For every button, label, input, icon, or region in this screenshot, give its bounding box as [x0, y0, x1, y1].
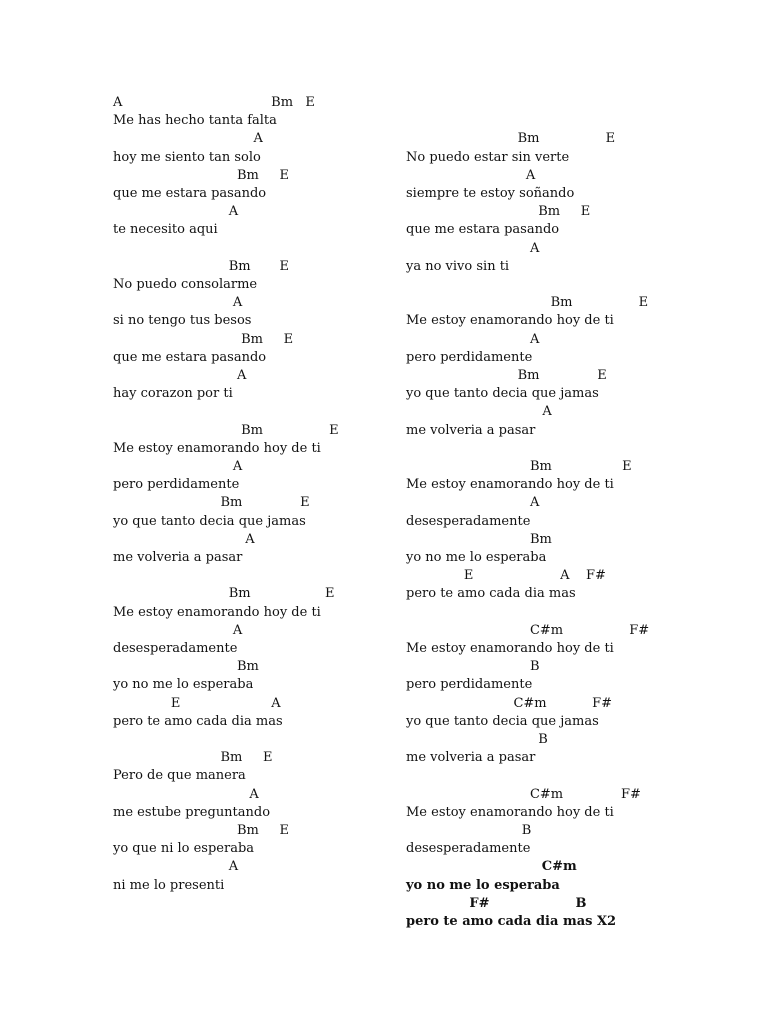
right-lyric-line: Me estoy enamorando hoy de ti	[406, 313, 614, 329]
left-lyric-line: No puedo consolarme	[113, 277, 258, 292]
right-chord-line: A	[406, 495, 540, 511]
left-chord-line: A	[113, 131, 263, 147]
left-chord-line: Bm E	[113, 422, 339, 438]
right-chord-line: Bm E	[406, 204, 591, 220]
right-lyric-line: Me estoy enamorando hoy de ti	[406, 477, 614, 493]
right-chord-line: E A F#	[406, 568, 606, 584]
right-lyric-line: pero perdidamente	[406, 349, 533, 365]
left-lyric-line: desesperadamente	[113, 641, 238, 656]
left-chord-line: A	[113, 622, 243, 638]
left-chord-line: A Bm E	[113, 95, 315, 110]
right-lyric-line: siempre te estoy soñando	[406, 186, 575, 201]
left-lyric-line: si no tengo tus besos	[113, 313, 252, 329]
right-chord-line: Bm	[406, 531, 552, 547]
left-chord-line: Bm E	[113, 750, 273, 766]
right-chord-line: F# B	[406, 895, 587, 911]
right-lyric-line: desesperadamente	[406, 841, 531, 857]
left-lyric-line: yo que ni lo esperaba	[113, 841, 255, 857]
right-lyric-line: me volveria a pasar	[406, 422, 536, 438]
right-chord-line: A	[406, 404, 552, 420]
left-chord-line: Bm E	[113, 823, 290, 838]
left-lyric-line: que me estara pasando	[113, 349, 267, 365]
left-lyric-line: pero perdidamente	[113, 477, 240, 493]
right-chord-line: B	[406, 732, 548, 747]
left-chord-line: A	[113, 368, 247, 383]
left-lyric-line: yo no me lo esperaba	[113, 677, 254, 693]
right-chord-line: A	[406, 331, 540, 347]
right-lyric-line: Me estoy enamorando hoy de ti	[406, 641, 614, 656]
left-chord-line: A	[113, 531, 255, 547]
left-lyric-line: ni me lo presenti	[113, 877, 225, 893]
left-chord-line: Bm E	[113, 331, 294, 347]
left-lyric-line: Me estoy enamorando hoy de ti	[113, 604, 321, 620]
right-chord-line: C#m	[406, 859, 577, 875]
left-chord-line: A	[113, 204, 239, 220]
right-chord-line: B	[406, 823, 532, 838]
left-lyric-line: hay corazon por ti	[113, 386, 233, 402]
right-chord-line: A	[406, 240, 540, 256]
right-chord-line: Bm E	[406, 368, 607, 383]
right-lyric-line: que me estara pasando	[406, 222, 560, 238]
left-chord-line: Bm E	[113, 495, 310, 511]
left-lyric-line: Me estoy enamorando hoy de ti	[113, 440, 321, 456]
left-lyric-line: te necesito aqui	[113, 222, 218, 238]
right-lyric-line: yo que tanto decia que jamas	[406, 713, 599, 729]
left-lyric-line: yo que tanto decia que jamas	[113, 513, 306, 529]
left-chord-line: E A	[113, 695, 281, 711]
left-chord-line: A	[113, 786, 259, 802]
right-lyric-line: pero te amo cada dia mas X2	[406, 914, 617, 929]
left-lyric-line: que me estara pasando	[113, 186, 267, 201]
right-chord-line: C#m F#	[406, 695, 612, 711]
right-lyric-line: yo que tanto decia que jamas	[406, 386, 599, 402]
right-lyric-line: ya no vivo sin ti	[406, 258, 510, 274]
left-lyric-line: Me has hecho tanta falta	[113, 113, 277, 129]
right-chord-line: C#m F#	[406, 622, 650, 638]
left-chord-line: A	[113, 859, 239, 875]
left-lyric-line: me volveria a pasar	[113, 550, 243, 565]
left-lyric-line: hoy me siento tan solo	[113, 149, 261, 165]
right-lyric-line: No puedo estar sin verte	[406, 149, 570, 165]
left-chord-line: Bm E	[113, 167, 290, 183]
right-chord-line: Bm E	[406, 131, 616, 147]
left-lyric-line: Pero de que manera	[113, 768, 246, 784]
left-chord-line: A	[113, 295, 243, 311]
right-chord-line: Bm E	[406, 295, 649, 311]
right-lyric-line: Me estoy enamorando hoy de ti	[406, 804, 614, 820]
right-lyric-line: yo no me lo esperaba	[406, 550, 547, 565]
right-lyric-line: pero te amo cada dia mas	[406, 586, 576, 602]
left-chord-line: Bm E	[113, 586, 335, 602]
right-chord-line: B	[406, 659, 540, 675]
left-lyric-line: me estube preguntando	[113, 804, 271, 820]
right-lyric-line: yo no me lo esperaba	[406, 877, 560, 893]
left-lyric-line: pero te amo cada dia mas	[113, 713, 283, 729]
right-lyric-line: pero perdidamente	[406, 677, 533, 693]
right-lyric-line: desesperadamente	[406, 513, 531, 529]
right-chord-line: C#m F#	[406, 786, 641, 802]
left-chord-line: A	[113, 459, 243, 474]
left-chord-line: Bm E	[113, 258, 290, 274]
right-lyric-line: me volveria a pasar	[406, 750, 536, 766]
right-chord-line: A	[406, 167, 536, 183]
left-chord-line: Bm	[113, 659, 259, 675]
right-chord-line: Bm E	[406, 459, 632, 474]
